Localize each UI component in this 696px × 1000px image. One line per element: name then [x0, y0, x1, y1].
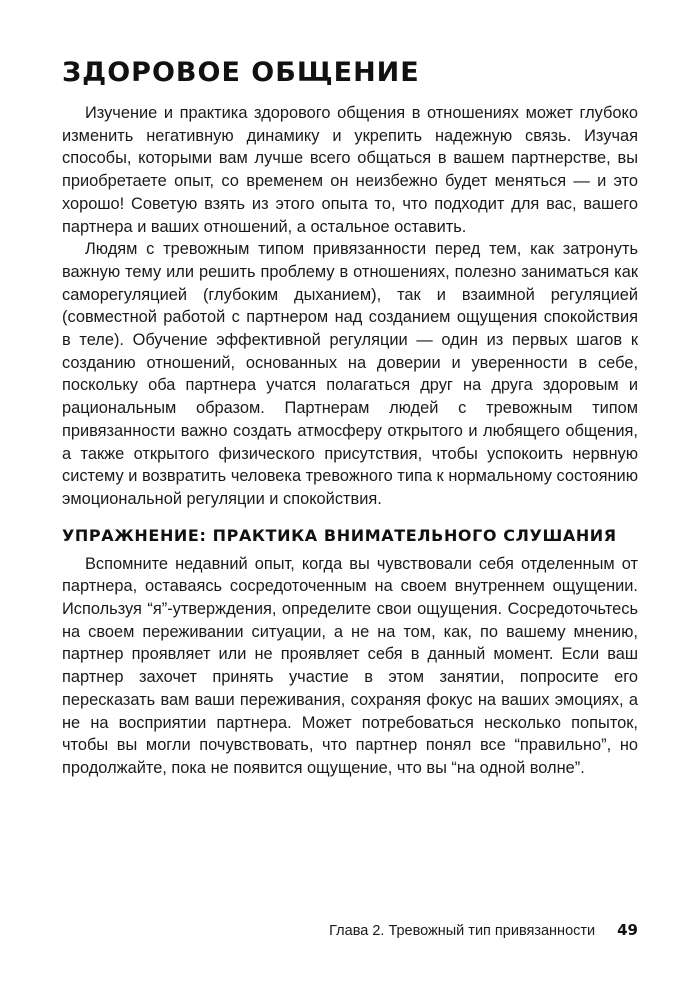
page-number: 49 [617, 921, 638, 939]
body-paragraph: Изучение и практика здорового общения в отношениях может глубоко изменить негативную динамику и укрепить надежную связь. Изучая способы, которыми вам лучше всего общаться в вашем партнерстве, вы приобретаете опыт, со временем он неизбежно будет меняться — и это хорошо! Советую взять из этого опыта то, что подходит для вас, вашего партнера и ваших отношений, а остальное оставить. [62, 104, 638, 236]
running-footer-chapter: Глава 2. Тревожный тип привязанности [329, 923, 596, 939]
body-paragraph: Людям с тревожным типом привязанности перед тем, как затронуть важную тему или решить проблему в отношениях, полезно заниматься как саморегуляцией (глубоким дыханием), так и взаимной регуляцией (совместной работой с партнером над созданием ощущения спокойствия в теле). Обучение эффективной регуляции — один из первых шагов к созданию отношений, основанных на доверии и уверенности в себе, поскольку оба партнера учатся полагаться друг на друга здоровым и рациональным образом. Партнерам людей с тревожным типом привязанности важно создать атмосферу открытого и любящего общения, а также открытого физического присутствия, чтобы успокоить нервную систему и возвратить человека тревожного типа к нормальному состоянию эмоциональной регуляции и спокойствия. [62, 240, 638, 508]
section-title: ЗДОРОВОЕ ОБЩЕНИЕ [62, 57, 420, 88]
page-footer [329, 921, 638, 943]
page-content [62, 56, 638, 780]
exercise-title: УПРАЖНЕНИЕ: ПРАКТИКА ВНИМАТЕЛЬНОГО СЛУШАНИЯ [62, 525, 617, 545]
exercise-paragraph: Вспомните недавний опыт, когда вы чувствовали себя отделенным от партнера, оставаясь сосредоточенным на своем внутреннем ощущении. Используя “я”-утверждения, определите свои ощущения. Сосредоточьтесь на своем переживании ситуации, а не на том, как, по вашему мнению, партнер проявляет или не проявляет себя в данный момент. Если ваш партнер захочет принять участие в этом занятии, попросите его пересказать вам ваши переживания, сохраняя фокус на ваших эмоциях, а не на восприятии партнера. Может потребоваться несколько попыток, чтобы вы могли почувствовать, что партнер понял все “правильно”, но продолжайте, пока не появится ощущение, что вы “на одной волне”. [62, 554, 638, 777]
